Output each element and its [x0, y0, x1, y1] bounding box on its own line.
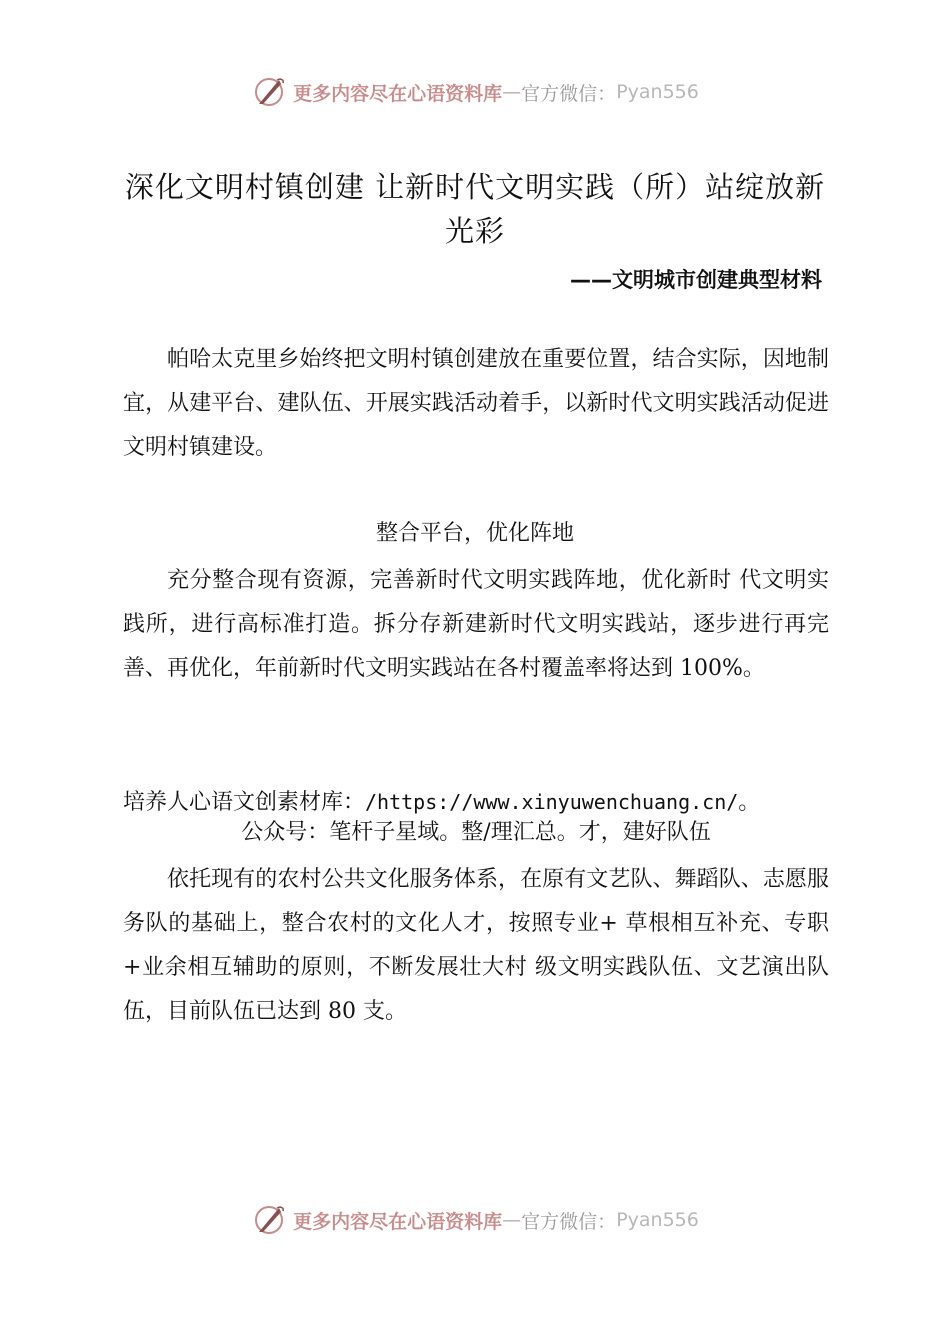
header-watermark [0, 74, 950, 110]
paragraph-team: 依托现有的农村公共文化服务体系，在原有文艺队、舞蹈队、志愿服务队的基础上，整合农村的文化人才，按照专业+ 草根相互补充、专职+业余相互辅助的原则，不断发展壮大村 级文明实践队伍、文艺演出队伍，目前队伍已达到 80 支。 [123, 867, 829, 1024]
watermark-separator: — [502, 81, 522, 103]
watermark-main-text: 更多内容尽在心语资料库 [293, 1210, 503, 1233]
quill-pen-logo-icon [251, 1202, 287, 1238]
document-subtitle: ——文明城市创建典型材料 [570, 268, 822, 292]
paragraph-intro: 帕哈太克里乡始终把文明村镇创建放在重要位置，结合实际，因地制宜，从建平台、建队伍、开展实践活动着手，以新时代文明实践活动促进文明村镇建设。 [123, 347, 829, 460]
source-suffix: 。 [738, 790, 761, 815]
watermark-official-label: 官方微信： [521, 1210, 617, 1233]
account-heading-line: 公众号：笔杆子星域。整/理汇总。才，建好队伍 [241, 820, 711, 845]
quill-pen-logo-icon [251, 74, 287, 110]
document-title: 深化文明村镇创建 让新时代文明实践（所）站绽放新光彩 [124, 170, 826, 248]
source-url: /https://www.xinyuwenchuang.cn/ [365, 790, 739, 814]
paragraph-platform: 充分整合现有资源，完善新时代文明实践阵地，优化新时 代文明实践所，进行高标准打造。拆分存新建新时代文明实践站，逐步进行再完善、再优化，年前新时代文明实践站在各村覆盖率将达到 100%。 [123, 568, 829, 681]
watermark-official-label: 官方微信： [521, 82, 617, 105]
source-prefix: 培养人心语文创素材库： [123, 790, 366, 815]
watermark-wechat-id: Pyan556 [616, 81, 699, 103]
watermark-main-text: 更多内容尽在心语资料库 [293, 82, 503, 105]
section-heading-platform: 整合平台，优化阵地 [375, 521, 574, 546]
footer-watermark [0, 1202, 950, 1238]
watermark-separator: — [502, 1209, 522, 1231]
watermark-wechat-id: Pyan556 [616, 1209, 699, 1231]
